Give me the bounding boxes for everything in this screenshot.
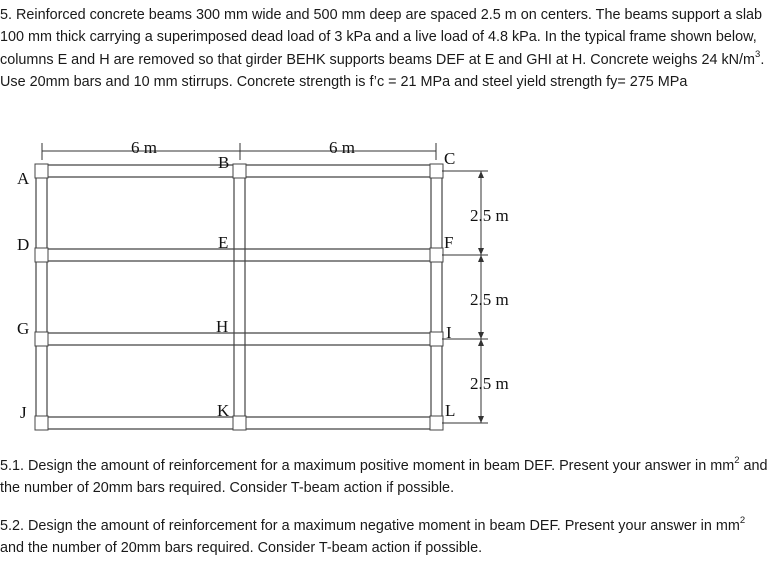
girder-CFIL bbox=[431, 165, 442, 429]
spacing-label-1: 2.5 m bbox=[470, 206, 509, 225]
problem-text-tail: . Use 20mm bars and 10 mm stirrups. Concrete strength is f’c = 21 MPa and steel yield strength fy= 275 MPa bbox=[0, 51, 765, 91]
node-label-J: J bbox=[20, 403, 27, 422]
spacing-label-2: 2.5 m bbox=[470, 290, 509, 309]
node-label-L: L bbox=[445, 401, 456, 420]
question-text: 5.1. Design the amount of reinforcement for a maximum positive moment in beam DEF. Present your answer in mm bbox=[0, 458, 735, 474]
girder-ADGJ bbox=[36, 165, 47, 429]
problem-superscript: 3 bbox=[755, 49, 761, 61]
node-label-K: K bbox=[217, 401, 230, 420]
girders bbox=[36, 165, 442, 429]
column-L bbox=[430, 416, 443, 430]
beams bbox=[42, 165, 442, 429]
node-label-C: C bbox=[444, 149, 456, 168]
span-dimension bbox=[42, 143, 436, 160]
column-B bbox=[233, 164, 246, 178]
column-D bbox=[35, 248, 48, 262]
column-J bbox=[35, 416, 48, 430]
node-label-D: D bbox=[17, 235, 30, 254]
node-label-E: E bbox=[218, 233, 229, 252]
node-label-B: B bbox=[218, 153, 230, 172]
problem-text-lead: 5. Reinforced concrete beams 300 mm wide and 500 mm deep are spaced 2.5 m on centers. The beams support a slab 100 mm thick carrying a superimposed dead load of 3 kPa and a live load of 4.8 kPa. In the typical frame shown below, columns E and H are removed so that girder BEHK supports beams DEF at E and GHI at H. Concrete weighs 24 kN/m bbox=[0, 7, 763, 68]
column-I bbox=[430, 332, 443, 346]
question-5-1 bbox=[0, 455, 770, 500]
span-label-1: 6 m bbox=[131, 138, 157, 157]
column-K bbox=[233, 416, 246, 430]
question-text-tail: and the number of 20mm bars required. Consider T-beam action if possible. bbox=[0, 540, 483, 557]
beam-GHI bbox=[42, 333, 442, 345]
column-G bbox=[35, 332, 48, 346]
column-C bbox=[430, 164, 443, 178]
column-F bbox=[430, 248, 443, 262]
node-labels bbox=[17, 149, 455, 422]
spacing-label-3: 2.5 m bbox=[470, 374, 509, 393]
columns bbox=[35, 164, 443, 430]
question-superscript: 2 bbox=[734, 455, 740, 467]
beam-DEF bbox=[42, 249, 442, 261]
node-label-F: F bbox=[444, 233, 454, 252]
question-text-tail: and the number of 20mm bars required. Consider T-beam action if possible. bbox=[0, 458, 768, 497]
node-label-G: G bbox=[17, 319, 30, 338]
question-text: 5.2. Design the amount of reinforcement for a maximum negative moment in beam DEF. Present your answer in mm bbox=[0, 518, 740, 534]
column-A bbox=[35, 164, 48, 178]
node-label-I: I bbox=[446, 323, 452, 342]
question-superscript: 2 bbox=[739, 515, 746, 527]
question-5-2 bbox=[0, 515, 770, 560]
node-label-A: A bbox=[17, 169, 30, 188]
span-label-2: 6 m bbox=[329, 138, 355, 157]
girder-BEHK bbox=[234, 165, 245, 429]
node-label-H: H bbox=[216, 317, 229, 336]
